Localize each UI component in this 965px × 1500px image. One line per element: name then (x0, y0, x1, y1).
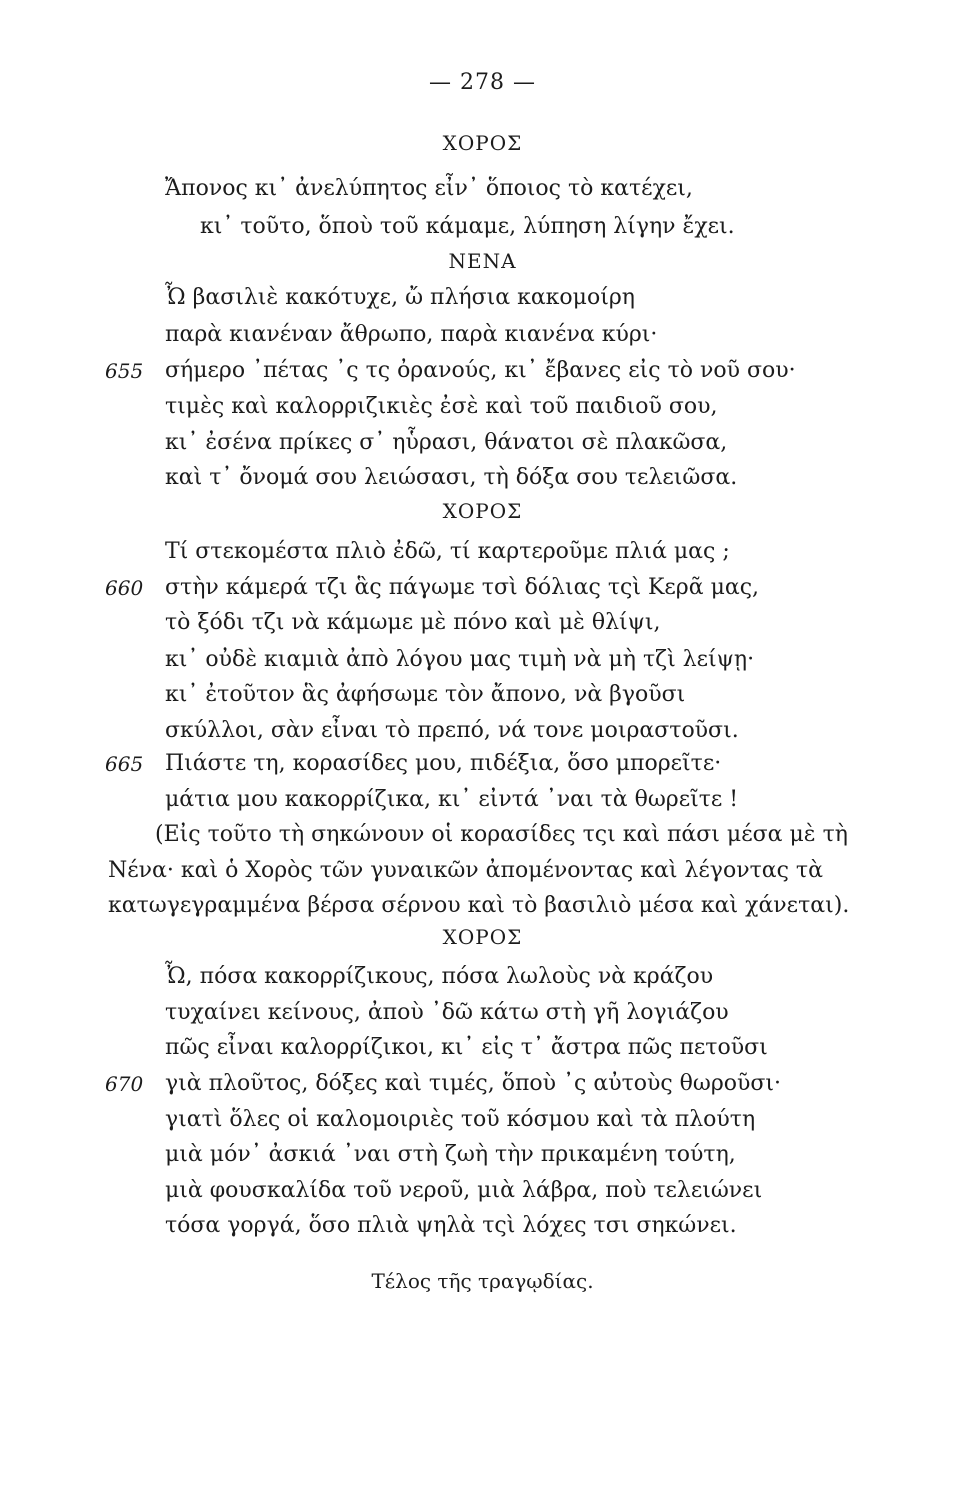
line-number: 660 (105, 576, 144, 600)
speaker-heading: ΧΟΡΟΣ (442, 499, 523, 523)
stage-direction-line: Νένα· καὶ ὁ Χορὸς τῶν γυναικῶν ἀπομένοντας καὶ λέγοντας τὰ (108, 858, 823, 883)
speaker-heading: ΝΕΝΑ (448, 249, 517, 273)
ending-text: Τέλος τῆς τραγῳδίας. (371, 1269, 594, 1293)
verse-line: Πιάστε τη, κορασίδες μου, πιδέξια, ὅσο μπορεῖτε· (165, 751, 722, 776)
verse-line: Τί στεκομέστα πλιὸ ἐδῶ, τί καρτεροῦμε πλιά μας ; (165, 539, 730, 564)
verse-line: τὸ ξόδι τζι νὰ κάμωμε μὲ πόνο καὶ μὲ θλίψι, (165, 610, 661, 635)
stage-direction-line: κατωγεγραμμένα βέρσα σέρνου καὶ τὸ βασιλιὸ μέσα καὶ χάνεται). (108, 893, 850, 918)
verse-line: σκύλλοι, σὰν εἶναι τὸ πρεπό, νά τονε μοιραστοῦσι. (165, 718, 739, 743)
verse-line: τιμὲς καὶ καλορριζικιὲς ἐσὲ καὶ τοῦ παιδιοῦ σου, (165, 394, 718, 419)
verse-line: γιὰ πλοῦτος, δόξες καὶ τιμές, ὅποὺ ᾽ς αὐτοὺς θωροῦσι· (165, 1071, 782, 1096)
line-number: 665 (105, 752, 144, 776)
verse-line: πῶς εἶναι καλορρίζικοι, κι᾽ εἰς τ᾽ ἄστρα πῶς πετοῦσι (165, 1035, 768, 1060)
verse-line: στὴν κάμερά τζι ἃς πάγωμε τσὶ δόλιας τςὶ Κερᾶ μας, (165, 575, 760, 600)
stage-direction-line: (Εἰς τοῦτο τὴ σηκώνουν οἱ κορασίδες τςι καὶ πάσι μέσα μὲ τὴ (155, 822, 848, 847)
verse-line: μάτια μου κακορρίζικα, κι᾽ εἰντά ᾽ναι τὰ θωρεῖτε ! (165, 787, 739, 812)
speaker-heading: ΧΟΡΟΣ (442, 925, 523, 949)
verse-line: γιατὶ ὅλες οἱ καλομοιριὲς τοῦ κόσμου καὶ τὰ πλούτη (165, 1107, 756, 1132)
verse-line: Ὦ, πόσα κακορρίζικους, πόσα λωλοὺς νὰ κράζου (165, 964, 714, 989)
verse-line: τυχαίνει κείνους, ἀποὺ ᾽δῶ κάτω στὴ γῆ λογιάζου (165, 1000, 729, 1025)
verse-line: Ἄπονος κι᾽ ἀνελύπητος εἶν᾽ ὅποιος τὸ κατέχει, (165, 176, 693, 201)
line-number: 655 (105, 359, 144, 383)
verse-line: κι᾽ ἐσένα πρίκες σ᾽ ηὗρασι, θάνατοι σὲ πλακῶσα, (165, 430, 728, 455)
verse-line: μιὰ φουσκαλίδα τοῦ νεροῦ, μιὰ λάβρα, ποὺ τελειώνει (165, 1178, 763, 1203)
verse-line: καὶ τ᾽ ὄνομά σου λειώσασι, τὴ δόξα σου τελειῶσα. (165, 465, 738, 490)
verse-line: κι᾽ οὐδὲ κιαμιὰ ἀπὸ λόγου μας τιμὴ νὰ μὴ τζὶ λείψῃ· (165, 647, 755, 672)
verse-line: μιὰ μόν᾽ ἀσκιά ᾽ναι στὴ ζωὴ τὴν πρικαμένη τούτη, (165, 1142, 736, 1167)
verse-line: κι᾽ τοῦτο, ὅποὺ τοῦ κάμαμε, λύπηση λίγην ἔχει. (200, 214, 735, 239)
verse-line: κι᾽ ἐτοῦτον ἃς ἀφήσωμε τὸν ἄπονο, νὰ βγοῦσι (165, 682, 686, 707)
verse-line: σήμερο ᾽πέτας ᾽ς τς ὀρανούς, κι᾽ ἔβανες εἰς τὸ νοῦ σου· (165, 358, 796, 383)
verse-line: τόσα γοργά, ὅσο πλιὰ ψηλὰ τςὶ λόχες τσι σηκώνει. (165, 1213, 737, 1238)
line-number: 670 (105, 1072, 144, 1096)
speaker-heading: ΧΟΡΟΣ (442, 131, 523, 155)
verse-line: παρὰ κιανέναν ἄθρωπο, παρὰ κιανένα κύρι· (165, 322, 658, 347)
verse-line: Ὦ βασιλιὲ κακότυχε, ὤ πλήσια κακομοίρη (165, 285, 635, 310)
page-number: — 278 — (429, 70, 536, 95)
